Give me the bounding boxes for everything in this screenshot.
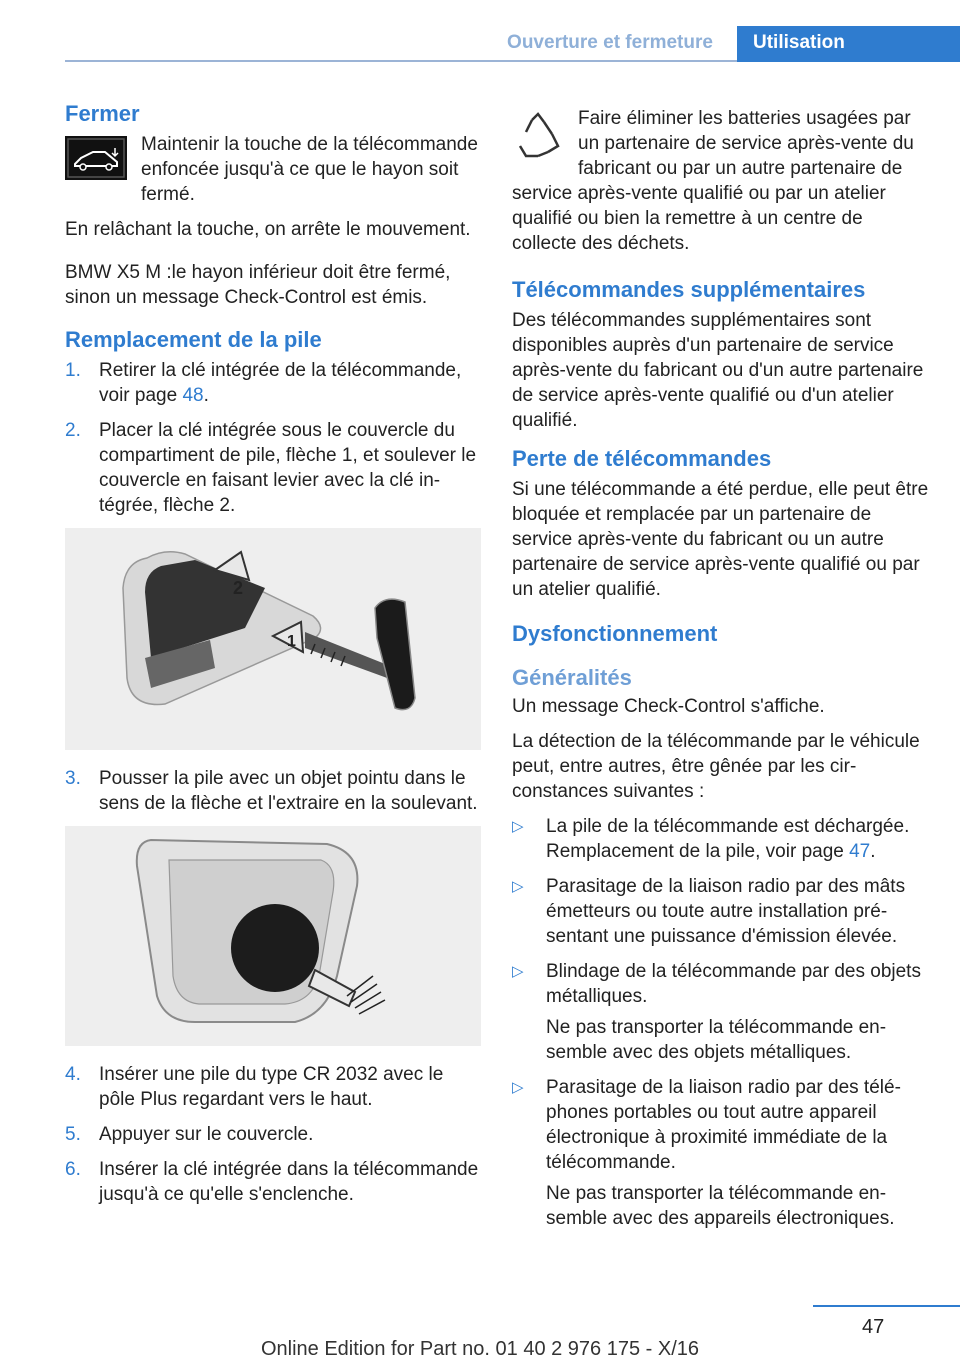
bullet-1: ▷ La pile de la télécommande est déchargée. Remplacement de la pile, voir page 47.	[512, 816, 910, 862]
step-4: 4. Insérer une pile du type CR 2032 avec le pôle Plus regardant vers le haut.	[65, 1064, 444, 1110]
page-link-48[interactable]: 48	[182, 385, 204, 406]
bullet-icon: ▷	[512, 818, 524, 835]
header-chapter-tab: Utilisation	[737, 26, 960, 62]
step-1: 1. Retirer la clé intégrée de la télécommande, voir page 48.	[65, 360, 462, 406]
left-column	[65, 100, 481, 1217]
section-title-fermer: Fermer	[65, 101, 140, 126]
tailgate-button-icon	[65, 136, 127, 180]
step-6: 6. Insérer la clé intégrée dans la télécommande jusqu'à ce qu'elle s'enclenche.	[65, 1159, 479, 1205]
fermer-text-1: Maintenir la touche de la télécommande enfoncée jusqu'à ce que le hayon soit fermé.	[141, 134, 478, 205]
fermer-text-2: En relâchant la touche, on arrête le mouvement.	[65, 219, 471, 240]
gen-text-1: Un message Check-Control s'affiche.	[512, 696, 825, 717]
gen-text-2: La détection de la télécommande par le véhicule peut, entre autres, être gênée par les circonstances suivantes :	[512, 731, 920, 802]
section-title-dys: Dysfonctionnement	[512, 621, 718, 646]
bullet-2: ▷ Parasitage de la liaison radio par des mâts émetteurs ou toute autre installation présentant une puissance d'émission élevée.	[512, 876, 906, 947]
step-5: 5. Appuyer sur le couvercle.	[65, 1124, 314, 1145]
bullet-3: ▷ Blindage de la télécommande par des objets métalliques. Ne pas transporter la télécommande ensemble avec des objets métalliques.	[512, 959, 930, 1065]
fermer-paragraph	[65, 132, 481, 207]
bullet-4: ▷ Parasitage de la liaison radio par des téléphones portables ou tout autre appareil électronique à proximité immédiate de la télécommande. Ne pas transporter la télécommande ensemble avec des appareils électroniques.	[512, 1075, 930, 1231]
header-section-title: Ouverture et fermeture	[507, 32, 713, 53]
figure-arrow-label-1: 1	[287, 633, 296, 650]
section-title-gen: Généralités	[512, 665, 632, 690]
footer-edition: Online Edition for Part no. 01 40 2 976 175 - X/16	[260, 1338, 700, 1360]
bullet-icon: ▷	[512, 1079, 524, 1096]
fermer-text-3: BMW X5 M :le hayon inférieur doit être fermé, sinon un message Check-Control est émis.	[65, 262, 451, 308]
section-title-pile: Remplacement de la pile	[65, 327, 322, 352]
section-title-supp: Télécommandes supplémentaires	[512, 277, 866, 302]
figure-arrow-label-2: 2	[233, 578, 244, 598]
bullet-icon: ▷	[512, 963, 524, 980]
page-link-47[interactable]: 47	[849, 841, 871, 862]
section-title-perte: Perte de télécommandes	[512, 446, 772, 471]
bullet-3-note: Ne pas transporter la télécommande ensemble avec des objets métalliques.	[546, 1017, 887, 1063]
supp-text: Des télécommandes supplémentaires sont disponibles auprès d'un partenaire de service après-vente du fabricant ou d'un autre partenaire de service après-vente qualifié ou d'un atelier qualifié.	[512, 310, 924, 431]
bullet-icon: ▷	[512, 878, 524, 895]
footer-rule	[813, 1305, 960, 1307]
figure-battery-removal	[65, 826, 481, 1046]
perte-text: Si une télécommande a été perdue, elle peut être bloquée et remplacée par un partenaire de service après-vente du fabricant ou un autre partenaire de service après-vente qualifié ou par un atelier qualifié.	[512, 479, 929, 600]
step-3: 3. Pousser la pile avec un objet pointu dans le sens de la flèche et l'extraire en la soulevant.	[65, 768, 478, 814]
step-2: 2. Placer la clé intégrée sous le couvercle du compartiment de pile, flèche 1, et soulever le couvercle en faisant levier avec la clé intégrée, flèche 2.	[65, 420, 477, 516]
recycle-icon	[512, 110, 564, 162]
right-column	[512, 100, 930, 1241]
recycle-text: Faire éliminer les batteries usagées par un partenaire de service après-vente du fabricant ou par un autre partenaire de service après-vente qualifié ou par un atelier qualifié ou bien la remettre à un centre de collecte des déchets.	[512, 108, 914, 254]
page-number: 47	[862, 1316, 885, 1338]
recycle-paragraph	[512, 106, 930, 256]
bullet-4-note: Ne pas transporter la télécommande ensemble avec des appareils électroniques.	[546, 1183, 895, 1229]
figure-key-removal	[65, 528, 481, 750]
